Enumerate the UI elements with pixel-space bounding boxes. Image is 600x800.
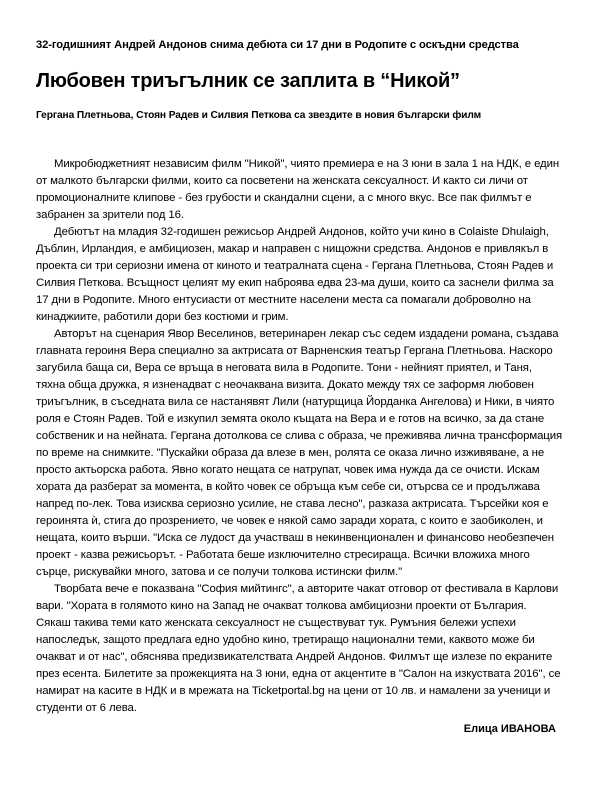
article-subhead: Гергана Плетньова, Стоян Радев и Силвия Петкова са звездите в новия български филм (36, 110, 482, 121)
article-kicker: 32-годишният Андрей Андонов снима дебюта си 17 дни в Родопите с оскъдни средства (36, 39, 519, 51)
article (36, 38, 564, 735)
paragraph-4: Творбата вече е показвана "София мийтингс", а авторите чакат отговор от фестивала в Карлови вари. "Хората в голямото кино на Запад не очакват толкова амбициозни проекти от България. Сякаш такива теми като женската сексуалност не съществуват тук. Румъния бележи успехи напоследък, защото предлага едно удобно кино, третиращо национални теми, каквото може би очакват и от нас", обяснява предизвикателствата Андрей Андонов. Филмът ще излезе по екраните през есента. Билетите за прожекцията на 3 юни, една от акцентите в "Салон на изкуствата 2016", се намират на касите в НДК и в мрежата на Ticketportal.bg на цени от 10 лв. и намалени за ученици и студенти от 6 лева. (36, 583, 561, 714)
paragraph-2: Дебютът на младия 32-годишен режисьор Андрей Андонов, който учи кино в Colaiste Dhulaigh, Дъблин, Ирландия, е амбициозен, макар и направен с нищожни средства. Андонов е привлякъл в проекта си три сериозни имена от киното и театралната сцена - Гергана Плетньова, Стоян Радев и Силвия Петкова. Всъщност целият му екип наброява едва 23-ма души, които са заснели филма за 17 дни в Родопите. Много ентусиасти от местните населени места са помагали доброволно на кинаджиите, работили дори без костюми и грим. (36, 226, 554, 323)
paragraph-3: Авторът на сценария Явор Веселинов, ветеринарен лекар със седем издадени романа, създава главната героиня Вера специално за актрисата от Варненския театър Гергана Плетньова. Наскоро загубила баща си, Вера се връща в неговата вила в Родопите. Тони - нейният приятел, и Таня, тяхна обща дружка, я изненадват с неочаквана визита. Докато между тях се заформя любовен триъгълник, в съседната вила се настанявят Лили (натурщица Йорданка Ангелова) и Ники, в чиято роля е Стоян Радев. Той е изкупил земята около къщата на Вера и е готов на всичко, за да стане собственик и на нейната. Гергана дотолкова се слива с образа, че преживява лична трансформация по време на снимките. "Пускайки образа да влезе в мен, ролята се оказа лично изживяване, а не просто актьорска работа. Явно когато нещата се натрупат, човек има нужда да се очисти. Искам хората да разберат за момента, в който човек се обръща към себе си, отърсва се и продължава напред по-лек. Това изисква сериозно усилие, не става лесно", разказа актрисата. Търсейки коя е героинята ѝ, стига до прозрението, че човек е някой само заради хората, с които е заобиколен, и нещата, които върши. "Иска се лудост да участваш в некинвенционален и финансово необезпечен проект - казва режисьорът. - Работата беше изключително стресираща. Всички вложиха много сърце, рискувайки много, затова и се получи толкова истински филм." (36, 328, 563, 578)
article-headline: Любовен триъгълник се заплита в “Никой” (36, 70, 460, 92)
article-body (36, 156, 564, 717)
author-signature: Елица ИВАНОВА (463, 723, 556, 735)
paragraph-1: Микробюджетният независим филм "Никой", чиято премиера е на 3 юни в зала 1 на НДК, е един от малкото български филми, които са посветени на женската сексуалност. И както си личи от промоционалните клипове - без грубости и скандални сцени, а с много вкус. Все пак филмът е забранен за зрители под 16. (36, 158, 560, 221)
